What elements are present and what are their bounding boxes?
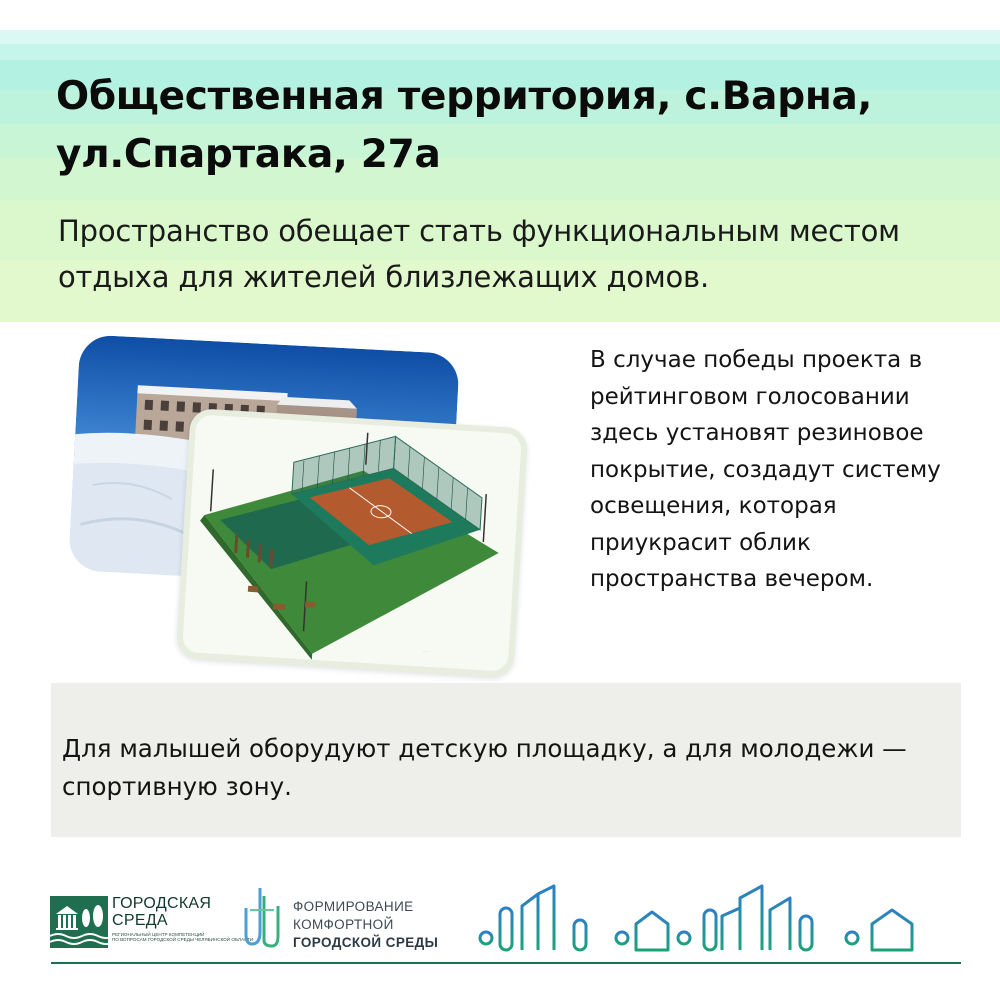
description-line-2: рейтинговом голосовании — [590, 383, 910, 410]
formirovanie-logo-icon — [244, 886, 280, 948]
description-line-3: здесь установят резиновое — [590, 420, 924, 446]
svg-text:· · ·: · · · — [422, 648, 429, 654]
logo2-line-1: ФОРМИРОВАНИЕ — [293, 899, 414, 914]
page-title — [56, 68, 956, 184]
formirovanie-logo — [244, 886, 464, 956]
subtitle-line-2: отдыха для жителей близлежащих домов. — [58, 260, 709, 294]
gorodskaya-sreda-logo — [50, 893, 254, 953]
logo1-caption-line-2: ПО ВОПРОСАМ ГОРОДСКОЙ СРЕДЫ ЧЕЛЯБИНСКОЙ ОБЛАСТИ — [112, 937, 254, 943]
logo2-line-3: ГОРОДСКОЙ СРЕДЫ — [293, 935, 439, 950]
logo1-caption — [112, 932, 262, 943]
title-line-2: ул.Спартака, 27а — [56, 132, 441, 177]
description-line-1: В случае победы проекта в — [590, 347, 923, 373]
logo2-text — [293, 898, 463, 952]
logo1-title-line-2: СРЕДА — [112, 912, 168, 929]
footer-divider — [51, 962, 961, 964]
description-line-5: освещения, которая — [590, 493, 837, 519]
logo1-caption-line-1: РЕГИОНАЛЬНЫЙ ЦЕНТР КОМПЕТЕНЦИЙ — [112, 932, 205, 937]
page-subtitle — [58, 208, 958, 300]
city-skyline-icon — [472, 880, 952, 956]
description-line-6: приукрасит облик — [590, 529, 811, 556]
info-line-2: спортивную зону. — [62, 772, 292, 801]
sports-ground-render-image — [176, 408, 529, 678]
description-line-7: пространства вечером. — [590, 566, 874, 592]
logo1-title-line-1: ГОРОДСКАЯ — [112, 895, 212, 912]
subtitle-line-1: Пространство обещает стать функциональным местом — [58, 214, 900, 248]
info-line-1: Для малышей оборудуют детскую площадку, а для молодежи — — [62, 734, 907, 763]
logo2-line-2: КОМФОРТНОЙ — [293, 917, 394, 932]
project-description — [590, 342, 980, 598]
logo1-title — [112, 895, 222, 929]
gorodskaya-sreda-logo-icon — [50, 896, 108, 948]
info-panel-text — [62, 730, 942, 806]
description-line-4: покрытие, создадут систему — [590, 456, 941, 483]
title-line-1: Общественная территория, с.Варна, — [56, 74, 872, 119]
